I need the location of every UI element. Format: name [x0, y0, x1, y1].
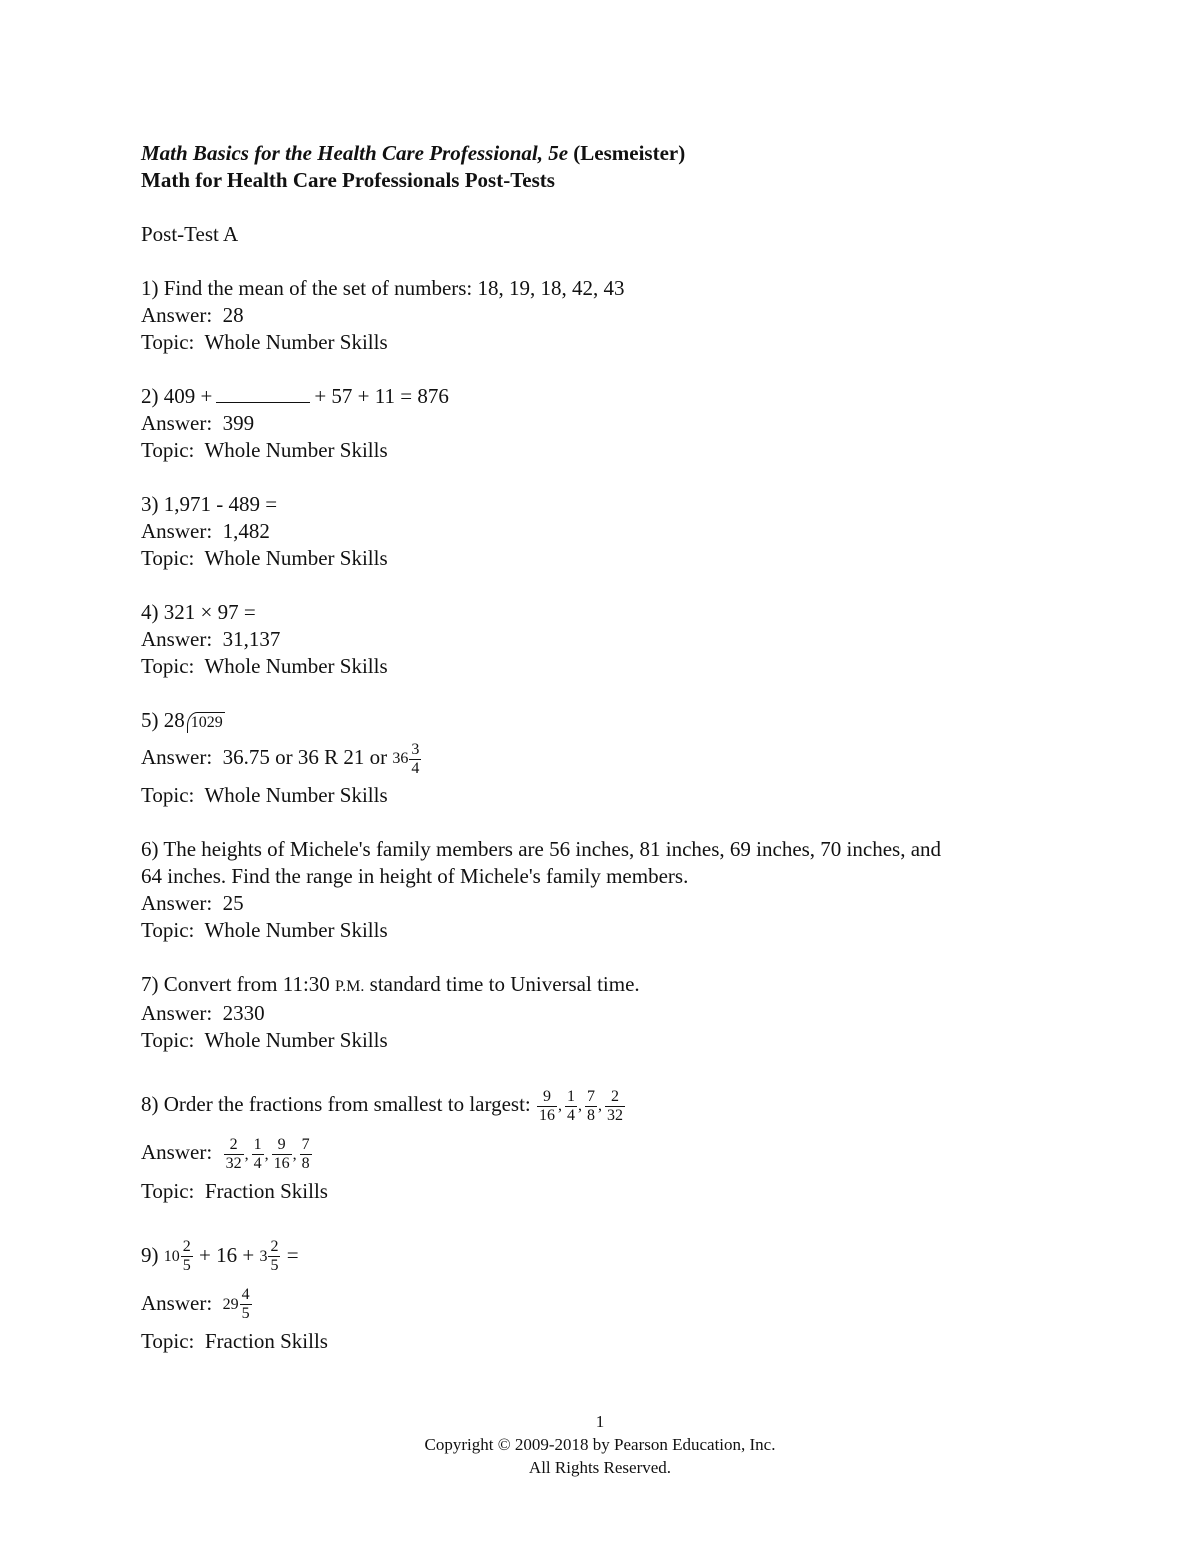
question-text: The heights of Michele's family members are 56 inches, 81 inches, 69 inches, 70 inches, and [163, 837, 942, 862]
answer-value: 36.75 or 36 R 21 or [222, 745, 388, 769]
topic-value: Fraction Skills [204, 1328, 328, 1353]
topic-value: Whole Number Skills [204, 1028, 388, 1053]
answer-value: 1,482 [222, 519, 270, 543]
question-number: 1) [141, 276, 159, 300]
question-text: Find the mean of the set of numbers: 18, 19, 18, 42, 43 [163, 276, 625, 300]
denominator: 5 [182, 1257, 191, 1275]
fraction [224, 1136, 244, 1173]
denominator: 4 [253, 1155, 262, 1173]
topic-label: Topic: [141, 1028, 195, 1053]
answer-label: Answer: [141, 303, 213, 327]
numerator: 2 [611, 1087, 620, 1105]
topic-value: Whole Number Skills [204, 438, 388, 462]
fraction [181, 1238, 193, 1275]
question-text-pre: 409 + [163, 384, 213, 408]
question-text: Order the fractions from smallest to largest: [163, 1092, 531, 1117]
question-7 [141, 971, 1061, 1054]
numerator: 1 [567, 1087, 576, 1105]
numerator: 3 [411, 740, 420, 758]
topic-value: Whole Number Skills [204, 546, 388, 570]
question-5 [141, 707, 1061, 809]
denominator: 8 [301, 1155, 310, 1173]
topic-label: Topic: [141, 546, 195, 570]
question-number: 9) [141, 1242, 159, 1267]
section-label: Post-Test A [141, 222, 239, 246]
question-text: 1,971 - 489 = [163, 492, 278, 516]
equals-sign: = [286, 1242, 299, 1267]
topic-label: Topic: [141, 654, 195, 678]
answer-value: 399 [222, 411, 255, 435]
topic-value: Fraction Skills [204, 1178, 328, 1203]
page-number: 1 [595, 1412, 605, 1431]
operator-text: + 16 + [199, 1242, 255, 1267]
question-8: 8) Order the fractions from smallest to largest: $\frac{9}{16}$ , $\frac{1}{4}$ , $\frac{7}{8}$ , $\frac{2}{32}$ Answer: $\frac{2}{32}$ , $\frac{1}{4}$ , $\frac{9}{16}$ , $\frac{7}{8}$ Topic: Fraction Skills [141, 1087, 624, 1203]
denominator: 16 [273, 1155, 290, 1173]
book-title-line [141, 140, 1061, 167]
fraction [409, 741, 421, 778]
answer-label: Answer: [141, 1001, 213, 1026]
denominator: 5 [270, 1257, 279, 1275]
long-division-dividend: 1029 [187, 712, 225, 733]
question-number: 2) [141, 384, 159, 408]
topic-value: Whole Number Skills [204, 918, 388, 943]
question-text-post: + 57 + 11 = 876 [314, 384, 449, 408]
question-9 [141, 1232, 1061, 1355]
question-4 [141, 599, 1061, 680]
topic-value: Whole Number Skills [204, 783, 388, 808]
numerator: 2 [270, 1238, 279, 1256]
document-page [141, 140, 1061, 1355]
document-subtitle: Math for Health Care Professionals Post-Tests [141, 168, 555, 192]
fraction [585, 1088, 597, 1125]
divisor: 28 [163, 708, 185, 732]
denominator: 5 [241, 1305, 250, 1323]
denominator: 4 [411, 759, 420, 777]
topic-label: Topic: [141, 783, 195, 808]
question-6 [141, 836, 1061, 944]
fraction [252, 1136, 264, 1173]
denominator: 32 [225, 1155, 242, 1173]
fraction [537, 1088, 557, 1125]
fraction [272, 1136, 292, 1173]
numerator: 4 [241, 1286, 250, 1304]
question-text-line2: 64 inches. Find the range in height of Michele's family members. [141, 864, 689, 889]
question-number: 5) [141, 708, 159, 732]
mixed-number-whole: 36 [392, 750, 409, 768]
question-text: 321 × 97 = [163, 600, 256, 624]
question-text-pre: Convert from 11:30 [163, 972, 330, 997]
question-number: 8) [141, 1092, 159, 1117]
denominator: 16 [539, 1106, 556, 1124]
numerator: 1 [253, 1136, 262, 1154]
question-number: 3) [141, 492, 159, 516]
denominator: 8 [587, 1106, 596, 1124]
page-footer [0, 1410, 1200, 1479]
answer-value: 31,137 [222, 627, 281, 651]
question-text-post: standard time to Universal time. [369, 972, 640, 997]
book-author: (Lesmeister) [573, 141, 686, 165]
topic-value: Whole Number Skills [204, 654, 388, 678]
fraction [565, 1088, 577, 1125]
mixed-number-whole: 10 [163, 1247, 180, 1265]
answer-label: Answer: [141, 1140, 213, 1165]
fraction [240, 1286, 252, 1323]
denominator: 32 [607, 1106, 624, 1124]
question-3 [141, 491, 1061, 572]
mixed-number-whole: 3 [259, 1247, 268, 1265]
question-number: 7) [141, 972, 159, 997]
topic-label: Topic: [141, 1178, 195, 1203]
numerator: 2 [182, 1238, 191, 1256]
fraction [300, 1136, 312, 1173]
numerator: 7 [587, 1087, 596, 1105]
denominator: 4 [567, 1106, 576, 1124]
answer-label: Answer: [141, 411, 213, 435]
topic-label: Topic: [141, 330, 195, 354]
topic-label: Topic: [141, 918, 195, 943]
book-title: Math Basics for the Health Care Professional, 5e [141, 141, 569, 165]
answer-label: Answer: [141, 745, 213, 769]
numerator: 7 [301, 1136, 310, 1154]
rights-notice: All Rights Reserved. [528, 1458, 672, 1477]
answer-value: 28 [222, 303, 244, 327]
question-1 [141, 275, 1061, 356]
answer-blank [216, 384, 310, 403]
answer-label: Answer: [141, 891, 213, 916]
numerator: 2 [229, 1136, 238, 1154]
answer-value: 2330 [222, 1001, 265, 1026]
answer-label: Answer: [141, 627, 213, 651]
question-number: 6) [141, 837, 159, 862]
topic-value: Whole Number Skills [204, 330, 388, 354]
answer-label: Answer: [141, 519, 213, 543]
answer-value: 25 [222, 891, 244, 916]
fraction [605, 1088, 625, 1125]
numerator: 9 [277, 1136, 286, 1154]
numerator: 9 [543, 1087, 552, 1105]
question-number: 4) [141, 600, 159, 624]
fraction [268, 1238, 280, 1275]
time-suffix: P.M. [335, 978, 365, 996]
answer-label: Answer: [141, 1290, 213, 1315]
topic-label: Topic: [141, 438, 195, 462]
topic-label: Topic: [141, 1328, 195, 1353]
mixed-number-whole: 29 [222, 1295, 239, 1313]
question-2 [141, 383, 1061, 464]
copyright-notice: Copyright © 2009-2018 by Pearson Education, Inc. [424, 1435, 776, 1454]
